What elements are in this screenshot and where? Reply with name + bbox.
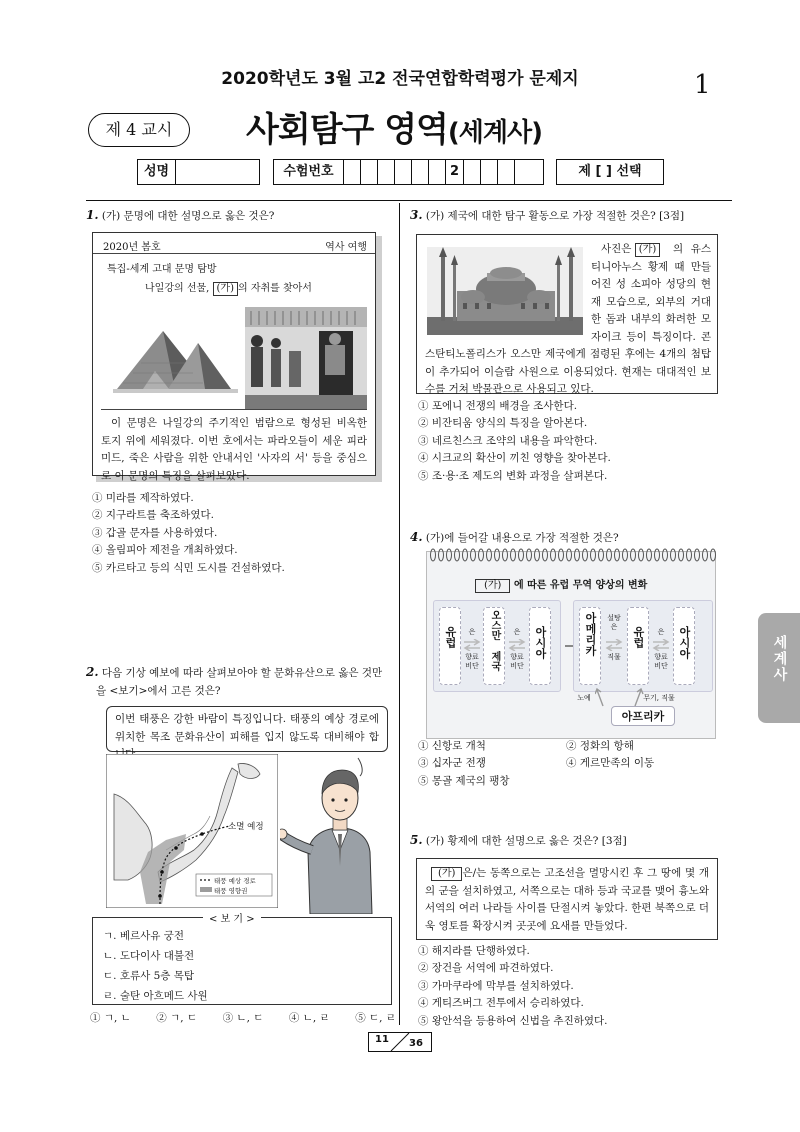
q5-text-body: 은/는 동쪽으로는 고조선을 멸망시킨 후 그 땅에 몇 개의 군을 설치하였고, 서쪽으로는 대하 등과 국교를 맺어 흉노와 서역의 여러 나라들 사이를 단절시켜 놓았다. 한편 북쪽으로 더욱 영토를 확장시켜 곳곳에 요새를 만들었다. — [425, 867, 709, 932]
q2-option[interactable]: ① ㄱ, ㄴ — [90, 1012, 131, 1024]
q1-option[interactable]: ⑤ 카르타고 등의 식민 도시를 건설하였다. — [92, 561, 285, 574]
exam-number-digit-box[interactable] — [464, 160, 481, 184]
q3-stem-text: (가) 제국에 대한 탐구 활동으로 가장 적절한 것은? [3점] — [425, 210, 685, 222]
name-field — [137, 159, 260, 185]
q2-speech-bubble — [106, 706, 388, 752]
q4-option[interactable]: ② 정화의 항해 — [566, 740, 634, 752]
q1-number: 1. — [86, 208, 99, 222]
q4-option[interactable]: ⑤ 몽골 제국의 팽창 — [418, 774, 510, 787]
q2-bogi-item: ㄷ. 호류사 5층 목탑 — [103, 970, 195, 982]
q4-diagram-marker: (가) — [475, 579, 510, 593]
subject-side-tab — [758, 613, 800, 723]
exam-number-label: 수험번호 — [274, 160, 344, 184]
q4-left-asia: 아시아 — [529, 607, 551, 685]
magazine-panel — [92, 232, 376, 482]
q4-option[interactable]: ① 신항로 개척 — [418, 740, 486, 752]
q4-stem — [410, 529, 740, 546]
exam-number-fixed-digit: 2 — [446, 160, 464, 184]
magazine-section: 역사 여행 — [325, 242, 367, 253]
q1-stem-text: (가) 문명에 대한 설명으로 옳은 것은? — [101, 210, 275, 222]
q5-option[interactable]: ① 해지라를 단행하였다. — [418, 945, 530, 957]
q1-option[interactable]: ④ 올림피아 제전을 개최하였다. — [92, 544, 238, 557]
q1-option[interactable]: ② 지구라트를 축조하였다. — [92, 509, 214, 522]
q4-silver-label: 은 — [468, 628, 476, 636]
q2-option[interactable]: ④ ㄴ, ㄹ — [288, 1012, 330, 1024]
q3-marker: (가) — [635, 243, 660, 257]
q1-option[interactable]: ③ 갑골 문자를 사용하였다. — [92, 526, 218, 539]
q2-stem-line2: 을 <보기>에서 고른 것은? — [96, 685, 221, 697]
q5-option[interactable]: ③ 가마쿠라에 막부를 설치하였다. — [418, 979, 574, 992]
magazine-tagline — [145, 279, 312, 296]
exam-number-digit-box[interactable] — [412, 160, 429, 184]
q2-speech-text: 이번 태풍은 강한 바람이 특징입니다. 태풍의 예상 경로에 위치한 목조 문화유산이 피해를 입지 않도록 대비해야 합 — [115, 713, 379, 743]
q4-silver-label: 은 — [657, 628, 665, 636]
q5-option[interactable]: ④ 게티즈버그 전투에서 승리하였다. — [418, 997, 584, 1010]
q4-left-ottoman: 오스만 제국 — [483, 607, 505, 685]
q4-right-asia: 아시아 — [673, 607, 695, 685]
exam-number-digit-box[interactable] — [429, 160, 446, 184]
q4-options-right — [566, 738, 654, 773]
q5-option[interactable]: ② 장건을 서역에 파견하였다. — [418, 962, 554, 975]
q1-stem — [86, 207, 396, 224]
q4-spice-label: 향료 비단 — [510, 653, 524, 670]
q2-stem-line1: 다음 기상 예보에 따라 살펴보아야 할 문화유산으로 옳은 것만 — [101, 667, 383, 679]
q4-silver-label: 은 — [513, 628, 521, 636]
subject-main: 사회탐구 영역 — [246, 110, 448, 150]
q3-stem — [410, 207, 740, 224]
q3-number: 3. — [410, 208, 423, 222]
q2-option[interactable]: ⑤ ㄷ, ㄹ — [355, 1012, 396, 1024]
header-rule — [86, 200, 732, 201]
subject-title — [246, 102, 542, 151]
q3-text-after: 의 유스티니아누스 황제 때 만들어진 성 소피아 성당의 현재 모습으로, 외부의 거대한 돔과 내부의 화려한 모자이크 등이 특징이다. 콘스탄티노폴리스가 오스만 제국에게 점령된 후에는 4개의 첨탑이 추가되어 이슬람 사원으로 이용되었다. 현재는 대대적인 보수를 거쳐 박물관으로 사용되고 있다. — [425, 243, 711, 395]
subject-sub: (세계사) — [447, 118, 543, 148]
forecaster-illustration — [280, 754, 390, 914]
page-current: 11 — [375, 1034, 389, 1045]
q4-weapons-label: 무기, 직물 — [643, 694, 675, 702]
exam-number-field — [273, 159, 544, 185]
q4-right-europe: 유럽 — [627, 607, 649, 685]
q5-stem-text: (가) 황제에 대한 설명으로 옳은 것은? [3점] — [425, 835, 627, 847]
q4-option[interactable]: ③ 십자군 전쟁 — [418, 757, 486, 770]
q4-stem-text: (가)에 들어갈 내용으로 가장 적절한 것은? — [425, 532, 619, 544]
magazine-body: 이 문명은 나일강의 주기적인 범람으로 형성된 비옥한 토지 위에 세워졌다. 이번 호에서는 파라오들이 세운 피라미드, 죽은 사람을 위한 안내서인 '사자의 서' 등을 중심으로 이 문명의 특징을 살펴보았다. — [101, 409, 367, 485]
q2-number: 2. — [86, 665, 99, 679]
exam-number-digit-box[interactable] — [378, 160, 395, 184]
period-badge: 제 4 교시 — [88, 113, 190, 147]
q5-text — [425, 865, 709, 935]
q2-options — [90, 1010, 396, 1025]
page-counter — [368, 1032, 432, 1052]
tagline-before: 나일강의 선물, — [145, 283, 210, 294]
q5-number: 5. — [410, 833, 423, 847]
magazine-divider — [93, 253, 375, 254]
arrow-right-icon — [605, 639, 623, 651]
q2-bogi-title: < 보 기 > — [203, 910, 261, 925]
q3-option[interactable]: ⑤ 조·용·조 제도의 변화 과정을 살펴본다. — [418, 469, 608, 482]
q2-stem — [86, 663, 396, 700]
exam-number-digit-box[interactable] — [515, 160, 543, 184]
q4-spice-label: 향료 비단 — [654, 653, 668, 670]
magazine-date: 2020년 봄호 — [103, 242, 161, 253]
q2-bogi-box — [92, 914, 392, 1005]
q5-marker: (가) — [431, 867, 462, 881]
q1-option[interactable]: ① 미라를 제작하였다. — [92, 492, 194, 504]
q4-spice-label: 향료 비단 — [465, 653, 479, 670]
exam-title: 2020학년도 3월 고2 전국연합학력평가 문제지 — [221, 69, 579, 89]
q2-bogi-item: ㄱ. 베르사유 궁전 — [103, 930, 185, 942]
choice-field — [556, 159, 664, 185]
spiral-binding — [427, 548, 717, 562]
q5-options — [418, 943, 607, 1030]
q4-option[interactable]: ④ 게르만족의 이동 — [566, 757, 655, 770]
q4-options-left — [418, 738, 510, 790]
q4-diagram-title: 에 따른 유럽 무역 양상의 변화 — [513, 580, 648, 591]
map-legend-area: 태풍 영향권 — [214, 887, 248, 895]
arrow-right-icon — [463, 639, 481, 651]
exam-number-digit-box[interactable] — [498, 160, 515, 184]
q3-option[interactable]: ④ 시크교의 확산이 끼친 영향을 찾아본다. — [418, 452, 611, 465]
pyramid-photo — [113, 313, 238, 393]
q4-africa: 아프리카 — [611, 706, 675, 726]
q3-text-flow — [425, 241, 711, 399]
q4-textiles-label: 직물 — [607, 653, 621, 661]
map-label-extinct: 소멸 예정 — [228, 822, 264, 832]
tagline-marker: (가) — [213, 282, 238, 296]
name-label: 성명 — [138, 160, 176, 184]
choice-label: 제 [ ] 선택 — [578, 164, 642, 179]
book-of-dead-photo — [245, 307, 367, 409]
q3-option[interactable]: ① 포에니 전쟁의 배경을 조사한다. — [418, 400, 578, 412]
page-total: 36 — [409, 1038, 423, 1049]
q3-text-before: 사진은 — [601, 243, 632, 255]
side-tab-label: 세계사 — [771, 635, 788, 683]
q5-source-box — [416, 858, 718, 940]
q2-bogi-item: ㄹ. 술탄 아흐메드 사원 — [103, 990, 208, 1002]
exam-number-digit-box[interactable] — [361, 160, 378, 184]
name-blank[interactable] — [176, 160, 259, 184]
exam-number-digit-box[interactable] — [344, 160, 361, 184]
q3-option[interactable]: ② 비잔티움 양식의 특징을 알아본다. — [418, 417, 588, 430]
q3-source-box — [416, 234, 718, 394]
q4-slaves-label: 노예 — [577, 694, 591, 702]
q2-option[interactable]: ② ㄱ, ㄷ — [156, 1012, 198, 1024]
column-divider — [399, 203, 400, 1025]
q5-stem — [410, 832, 740, 849]
arrow-right-icon — [508, 639, 526, 651]
magazine-feature: 특집-세계 고대 문명 탐방 — [107, 264, 217, 275]
q3-options — [418, 398, 611, 485]
q1-options — [92, 490, 285, 577]
q4-right-america: 아메리카 — [579, 607, 601, 685]
exam-number-digit-box[interactable] — [395, 160, 412, 184]
q4-left-europe: 유럽 — [439, 607, 461, 685]
q4-diagram-heading — [475, 576, 647, 593]
tagline-after: 의 자취를 찾아서 — [237, 283, 312, 294]
q5-option[interactable]: ⑤ 왕안석을 등용하여 신법을 추진하였다. — [418, 1014, 608, 1027]
q2-bogi-item: ㄴ. 도다이사 대불전 — [103, 950, 195, 962]
map-legend-path: 태풍 예상 경로 — [214, 877, 256, 885]
q4-diagram — [426, 551, 716, 739]
arrow-right-icon — [652, 639, 670, 651]
q4-number: 4. — [410, 530, 423, 544]
exam-number-digit-box[interactable] — [481, 160, 498, 184]
q4-sugar-silver-label: 설탕 은 — [607, 614, 621, 631]
q3-option[interactable]: ③ 네르친스크 조약의 내용을 파악한다. — [418, 434, 598, 447]
page-number: 1 — [694, 70, 711, 100]
q2-option[interactable]: ③ ㄴ, ㄷ — [222, 1012, 264, 1024]
